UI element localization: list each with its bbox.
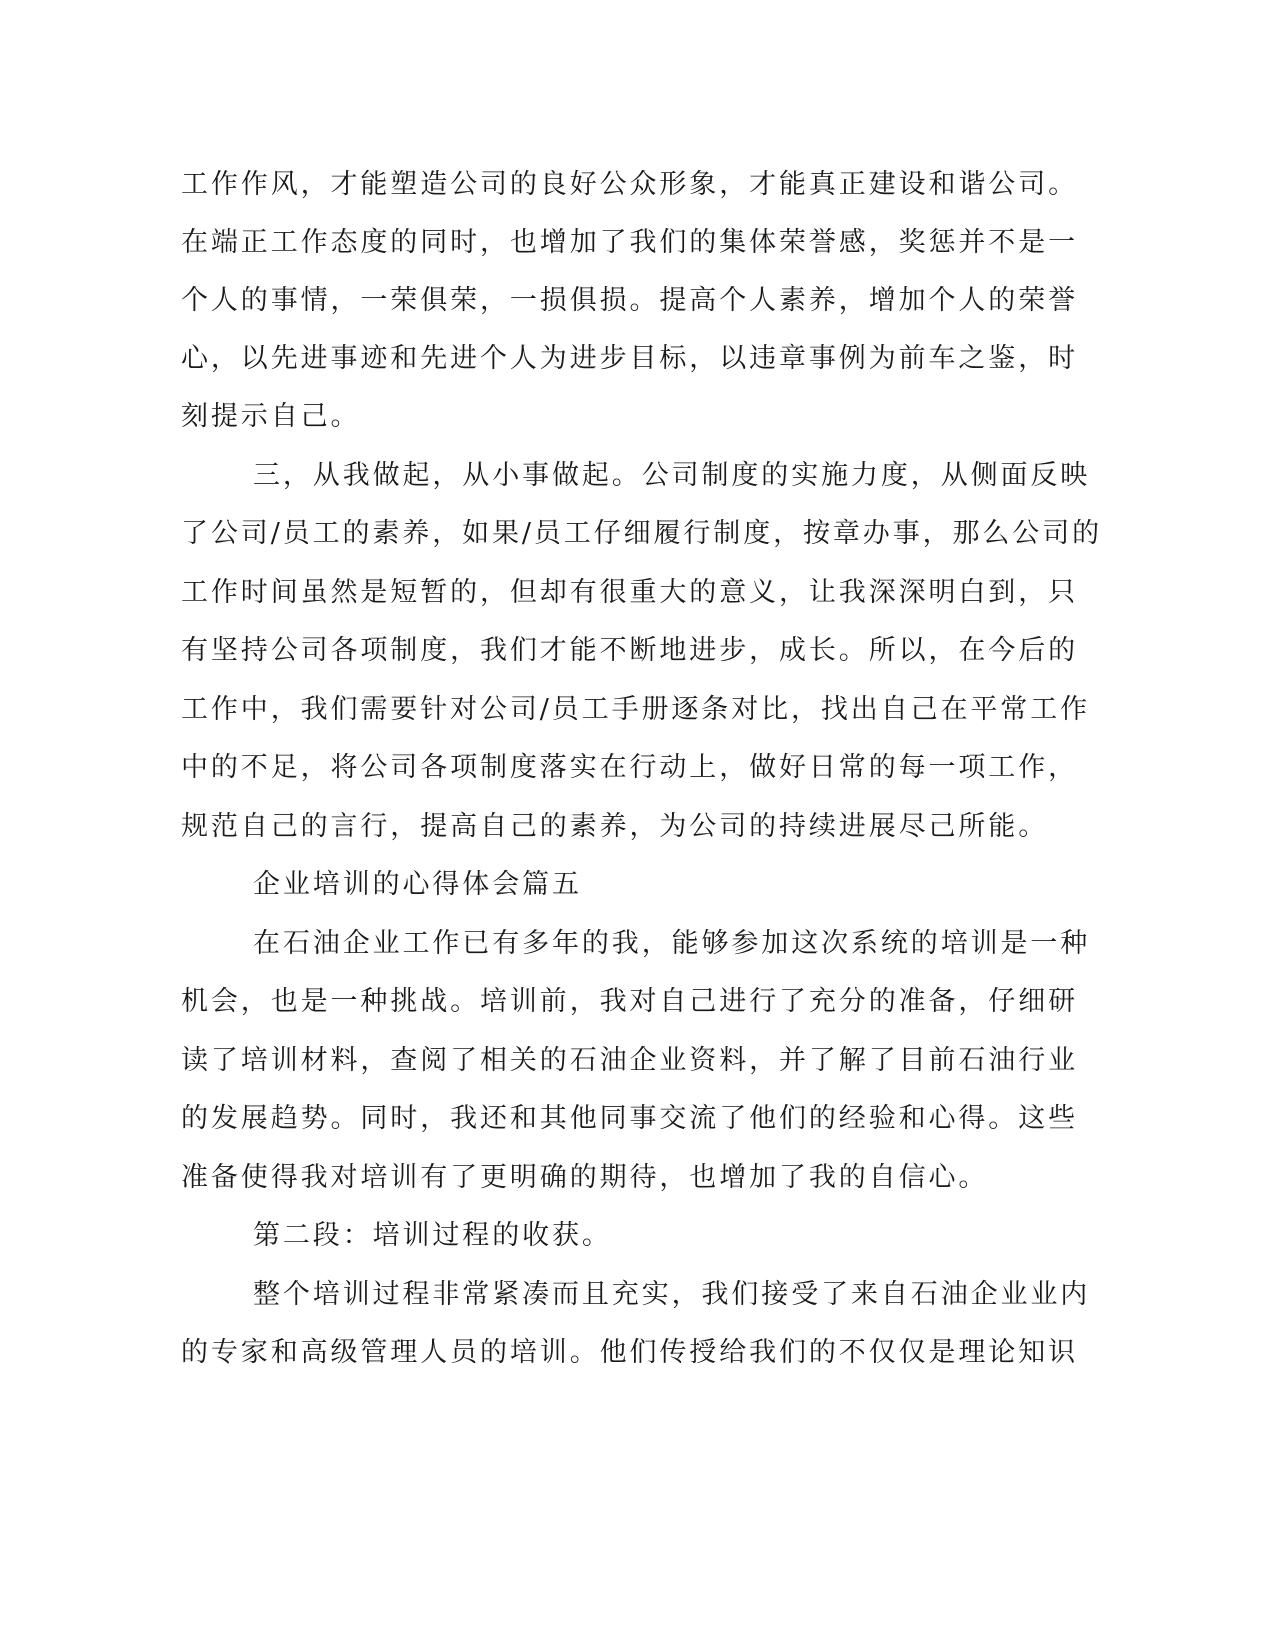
text-line: 规范自己的言行，提高自己的素养，为公司的持续进展尽己所能。 (181, 811, 1049, 842)
paragraph-start-line: 整个培训过程非常紧凑而且充实，我们接受了来自石油企业业内 (253, 1279, 1091, 1310)
text-line: 有坚持公司各项制度，我们才能不断地进步，成长。所以，在今后的 (181, 635, 1078, 666)
text-line: 准备使得我对培训有了更明确的期待，也增加了我的自信心。 (181, 1162, 989, 1193)
text-line: 工作时间虽然是短暂的，但却有很重大的意义，让我深深明白到，只 (181, 577, 1078, 608)
text-line: 中的不足，将公司各项制度落实在行动上，做好日常的每一项工作， (181, 752, 1078, 783)
section-subheading: 第二段：培训过程的收获。 (253, 1220, 612, 1251)
text-line: 的发展趋势。同时，我还和其他同事交流了他们的经验和心得。这些 (181, 1103, 1078, 1134)
text-line: 个人的事情，一荣俱荣，一损俱损。提高个人素养，增加个人的荣誉 (181, 285, 1078, 316)
text-line: 的专家和高级管理人员的培训。他们传授给我们的不仅仅是理论知识 (181, 1337, 1078, 1368)
text-line: 了公司/员工的素养，如果/员工仔细履行制度，按章办事，那么公司的 (181, 518, 1102, 549)
text-line: 在端正工作态度的同时，也增加了我们的集体荣誉感，奖惩并不是一 (181, 227, 1078, 258)
text-line: 机会，也是一种挑战。培训前，我对自己进行了充分的准备，仔细研 (181, 986, 1078, 1017)
text-line: 心，以先进事迹和先进个人为进步目标，以违章事例为前车之鉴，时 (181, 343, 1078, 374)
paragraph-start-line: 在石油企业工作已有多年的我，能够参加这次系统的培训是一种 (253, 928, 1091, 959)
text-line: 刻提示自己。 (181, 401, 361, 432)
paragraph-start-line: 三，从我做起，从小事做起。公司制度的实施力度，从侧面反映 (253, 460, 1091, 491)
text-line: 工作作风，才能塑造公司的良好公众形象，才能真正建设和谐公司。 (181, 169, 1078, 200)
section-heading: 企业培训的心得体会篇五 (253, 869, 582, 900)
text-line: 读了培训材料，查阅了相关的石油企业资料，并了解了目前石油行业 (181, 1045, 1078, 1076)
text-line: 工作中，我们需要针对公司/员工手册逐条对比，找出自己在平常工作 (181, 694, 1090, 725)
